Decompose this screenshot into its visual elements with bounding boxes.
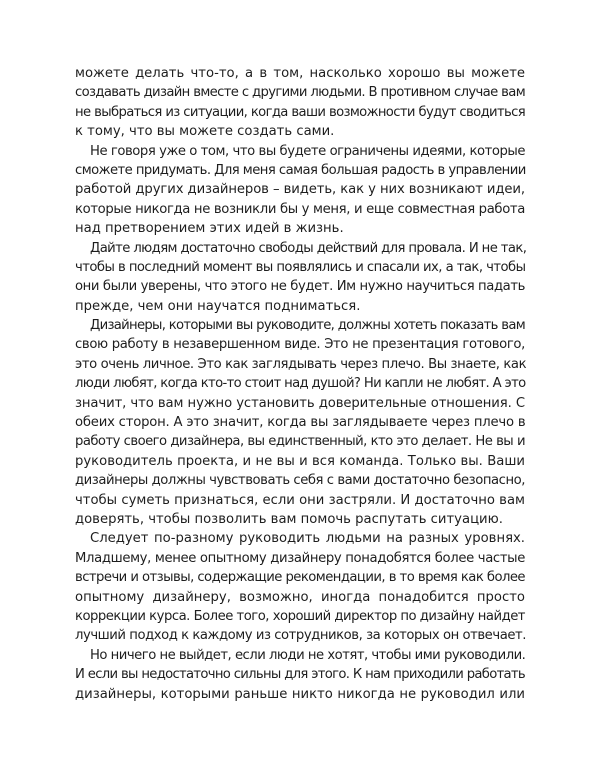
- text-line: дизайнеры должны чувствовать себя с вами достаточно безопасно,: [75, 473, 525, 489]
- text-line: Не говоря уже о том, что вы будете ограничены идеями, которые: [90, 143, 525, 159]
- text-line: к тому, что вы можете создать сами.: [75, 124, 335, 140]
- text-line: Дайте людям достаточно свободы действий для провала. И не так,: [90, 240, 527, 256]
- text-line: доверять, чтобы позволить вам помочь распутать ситуацию.: [75, 511, 503, 527]
- text-line: которые никогда не возникли бы у меня, и еще совместная работа: [75, 201, 525, 217]
- text-line: чтобы в последний момент вы появлялись и спасали их, а так, чтобы: [75, 259, 526, 275]
- text-line: значит, что вам нужно установить доверительные отношения. С: [75, 395, 525, 411]
- text-line: Следует по-разному руководить людьми на разных уровнях.: [90, 531, 525, 547]
- text-line: Но ничего не выйдет, если люди не хотят, чтобы ими руководили.: [90, 647, 526, 663]
- text-line: встречи и отзывы, содержащие рекомендации, в то время как более: [75, 570, 525, 586]
- text-line: работу своего дизайнера, вы единственный, кто это делает. Не вы и: [75, 434, 525, 450]
- text-line: коррекции курса. Более того, хороший директор по дизайну найдет: [75, 608, 525, 624]
- document-page: [75, 64, 525, 704]
- paragraph: [75, 316, 525, 529]
- text-line: над претворением этих идей в жизнь.: [75, 221, 344, 237]
- text-line: не выбраться из ситуации, когда ваши возможности будут сводиться: [75, 104, 525, 120]
- paragraph: [75, 64, 525, 142]
- text-line: Младшему, менее опытному дизайнеру понадобятся более частые: [75, 550, 525, 566]
- text-line: создавать дизайн вместе с другими людьми. В противном случае вам: [75, 85, 525, 101]
- paragraph: [75, 646, 525, 704]
- text-line: можете делать что-то, а в том, насколько хорошо вы можете: [75, 66, 525, 81]
- text-line: работой других дизайнеров – видеть, как у них возникают идеи,: [75, 182, 525, 198]
- text-line: это очень личное. Это как заглядывать через плечо. Вы знаете, как: [75, 356, 527, 372]
- text-line: руководитель проекта, и не вы и вся команда. Только вы. Ваши: [75, 453, 525, 469]
- text-line: лучший подход к каждому из сотрудников, за которых он отвечает.: [75, 628, 526, 644]
- text-line: свою работу в незавершенном виде. Это не презентация готового,: [75, 337, 525, 353]
- paragraph: [75, 142, 525, 239]
- text-line: опытному дизайнеру, возможно, иногда понадобится просто: [75, 589, 525, 605]
- text-line: чтобы суметь признаться, если они застряли. И достаточно вам: [75, 492, 525, 508]
- text-line: они были уверены, что этого не будет. Им нужно научиться падать: [75, 279, 525, 295]
- text-line: обеих сторон. А это значит, когда вы заглядываете через плечо в: [75, 415, 526, 431]
- paragraph: [75, 529, 525, 645]
- text-line: сможете придумать. Для меня самая большая радость в управлении: [75, 162, 526, 178]
- text-line: Дизайнеры, которыми вы руководите, должны хотеть показать вам: [90, 318, 525, 334]
- text-line: И если вы недостаточно сильны для этого. К нам приходили работать: [75, 667, 525, 683]
- text-line: прежде, чем они научатся подниматься.: [75, 298, 361, 314]
- paragraph: [75, 239, 525, 317]
- text-line: люди любят, когда кто-то стоит над душой? Ни капли не любят. А это: [75, 376, 526, 392]
- text-line: дизайнеры, которыми раньше никто никогда не руководил или: [75, 686, 525, 702]
